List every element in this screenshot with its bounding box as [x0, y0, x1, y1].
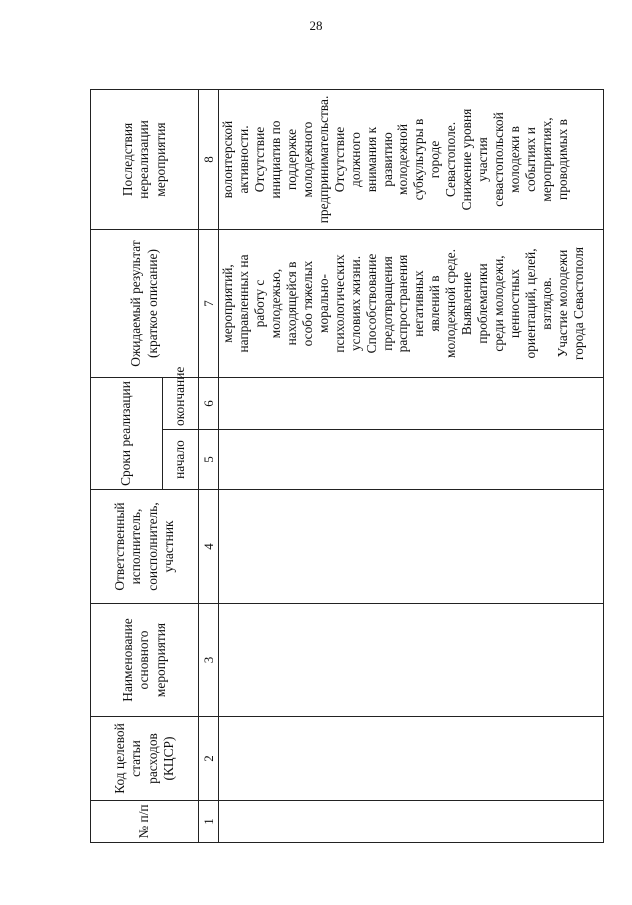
header-consequences: Последствия нереализации мероприятия: [91, 89, 199, 229]
col-number-3: 3: [199, 604, 219, 717]
cell-text-line: взглядов.: [539, 277, 555, 330]
cell-text-line: проблематики: [475, 263, 491, 344]
cell-text-line: Отсутствие: [251, 126, 267, 193]
cell-text-line: предотвращения: [379, 256, 395, 351]
cell-text-line: Севастополе.: [443, 121, 459, 198]
cell-text-line: ориентаций, целей,: [523, 248, 539, 359]
cell-text-line: молодежи в: [507, 126, 523, 193]
cell-executor: [219, 490, 604, 604]
cell-text-line: участия: [475, 137, 491, 182]
cell-text-line: города Севастополя: [570, 247, 586, 360]
header-kcsr: Код целевой статьи расходов (КЦСР): [91, 717, 199, 801]
cell-text-line: Выявление: [459, 271, 475, 336]
cell-text-line: условиях жизни.: [347, 255, 363, 352]
cell-text-line: негативных: [411, 270, 427, 337]
cell-end: [219, 377, 604, 429]
cell-text-line: развитию: [379, 132, 395, 187]
cell-text-line: морально-: [315, 273, 331, 334]
header-terms: Сроки реализации: [91, 377, 163, 489]
cell-text-line: молодежью,: [267, 268, 283, 339]
col-number-5: 5: [199, 430, 219, 490]
header-measure-name: Наименование основного мероприятия: [91, 604, 199, 717]
cell-kcsr: [219, 717, 604, 801]
col-number-1: 1: [199, 801, 219, 843]
col-number-2: 2: [199, 717, 219, 801]
cell-text-line: распространения: [395, 254, 411, 353]
cell-text-line: молодежного: [299, 121, 315, 198]
cell-text-line: среди молодежи,: [491, 255, 507, 352]
cell-text-line: предпринимательства.: [315, 95, 331, 224]
cell-text-line: молодежной среде.: [443, 249, 459, 358]
header-executor: Ответственный исполнитель, соисполнитель, участник: [91, 490, 199, 604]
col-number-6: 6: [199, 377, 219, 429]
cell-text-line: мероприятий,: [220, 264, 235, 343]
cell-start: [219, 430, 604, 490]
cell-text-line: молодежной: [395, 123, 411, 195]
cell-text-line: должного: [347, 132, 363, 187]
col-number-4: 4: [199, 490, 219, 604]
header-end: окончание: [163, 377, 199, 429]
header-start: начало: [163, 430, 199, 490]
cell-text-line: севастопольской: [491, 112, 507, 207]
cell-text-line: ценностных: [507, 268, 523, 339]
cell-text-line: направленных на: [235, 254, 251, 353]
col-number-7: 7: [199, 229, 219, 377]
cell-text-line: активности.: [235, 125, 251, 194]
cell-text-line: Отсутствие: [331, 126, 347, 193]
cell-text-line: инициатив по: [267, 120, 283, 199]
cell-text-line: проводимых в: [555, 119, 571, 200]
col-number-8: 8: [199, 89, 219, 229]
table-row: [219, 89, 604, 842]
cell-text-line: субкультуры в: [411, 118, 427, 201]
cell-text-line: Способствование: [363, 253, 379, 354]
cell-text-line: поддержке: [283, 128, 299, 191]
cell-text-line: Участие молодежи: [555, 249, 571, 358]
cell-text-line: мероприятиях,: [539, 117, 555, 202]
cell-text-line: находящейся в: [283, 261, 299, 346]
cell-text-line: событиях и: [523, 127, 539, 192]
cell-measure-name: [219, 604, 604, 717]
cell-consequences: [219, 89, 604, 229]
cell-expected-result: [219, 229, 604, 377]
header-num: № п/п: [91, 801, 199, 843]
cell-text-line: внимания к: [363, 126, 379, 193]
page-number: 28: [309, 18, 323, 33]
cell-text-line: психологических: [331, 254, 347, 353]
cell-num: [219, 801, 604, 843]
cell-text-line: Снижение уровня: [459, 108, 475, 211]
cell-text-line: работу с: [251, 279, 267, 328]
rotated-table-container: [90, 90, 604, 843]
cell-text-line: явлений в: [427, 275, 443, 332]
cell-text-line: волонтерской: [220, 120, 235, 199]
header-expected-result: Ожидаемый результат (краткое описание): [91, 229, 199, 377]
cell-text-line: особо тяжелых: [299, 260, 315, 347]
measures-table: [90, 89, 604, 843]
cell-text-line: городе: [427, 140, 443, 179]
